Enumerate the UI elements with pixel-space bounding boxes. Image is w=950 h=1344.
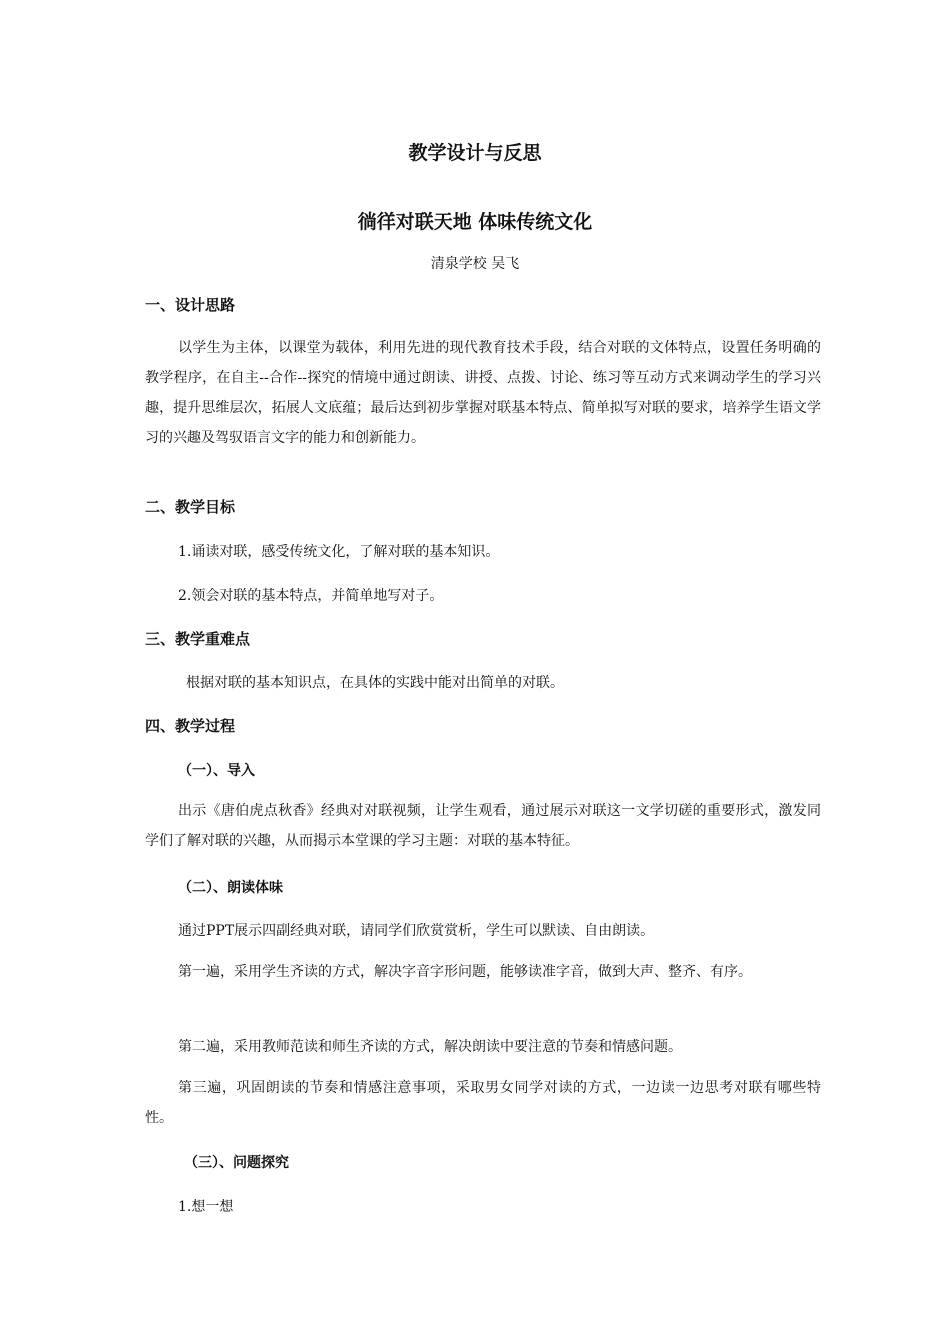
- reading-paragraph-3: 第二遍，采用教师范读和师生齐读的方式，解决朗读中要注意的节奏和情感问题。: [178, 1039, 682, 1055]
- section-heading-design: 一、设计思路: [145, 296, 236, 314]
- author-line: 清泉学校 吴飞: [430, 256, 520, 272]
- reading-paragraph-1: 通过PPT展示四副经典对联，请同学们欣赏赏析，学生可以默读、自由朗读。: [178, 923, 655, 939]
- section-heading-process: 四、教学过程: [145, 717, 236, 735]
- design-paragraph: 以学生为主体，以课堂为载体，利用先进的现代教育技术手段，结合对联的文体特点，设置任务明确的教学程序，在自主--合作--探究的情境中通过朗读、讲授、点拨、讨论、练习等互动方式来调动学生的学习兴趣，提升思维层次，拓展人文底蕴；最后达到初步掌握对联基本特点、简单拟写对联的要求，培养学生语文学习的兴趣及驾驭语言文字的能力和创新能力。: [145, 340, 821, 446]
- lesson-title: 徜徉对联天地 体味传统文化: [357, 211, 593, 233]
- goal-item-1: 1.诵读对联，感受传统文化，了解对联的基本知识。: [178, 544, 500, 560]
- page-title: 教学设计与反思: [408, 142, 542, 164]
- intro-paragraph: 出示《唐伯虎点秋香》经典对对联视频，让学生观看，通过展示对联这一文学切磋的重要形式，激发同学们了解对联的兴趣，从而揭示本堂课的学习主题：对联的基本特征。: [145, 803, 821, 849]
- key-points-text: 根据对联的基本知识点，在具体的实践中能对出简单的对联。: [186, 675, 564, 691]
- subsection-heading-intro: （一）、导入: [178, 763, 255, 779]
- reading-paragraph-2: 第一遍，采用学生齐读的方式，解决字音字形问题，能够读准字音，做到大声、整齐、有序。: [178, 964, 752, 980]
- inquiry-item-1: 1.想一想: [178, 1199, 234, 1215]
- subsection-heading-inquiry: （三）、问题探究: [184, 1155, 289, 1171]
- subsection-heading-reading: （二）、朗读体味: [178, 880, 283, 896]
- reading-paragraph-4: 第三遍，巩固朗读的节奏和情感注意事项，采取男女同学对读的方式，一边读一边思考对联有哪些特性。: [145, 1080, 821, 1126]
- section-heading-key-points: 三、教学重难点: [145, 630, 251, 648]
- goal-item-2: 2.领会对联的基本特点，并简单地写对子。: [178, 588, 444, 604]
- section-heading-goals: 二、教学目标: [145, 498, 236, 516]
